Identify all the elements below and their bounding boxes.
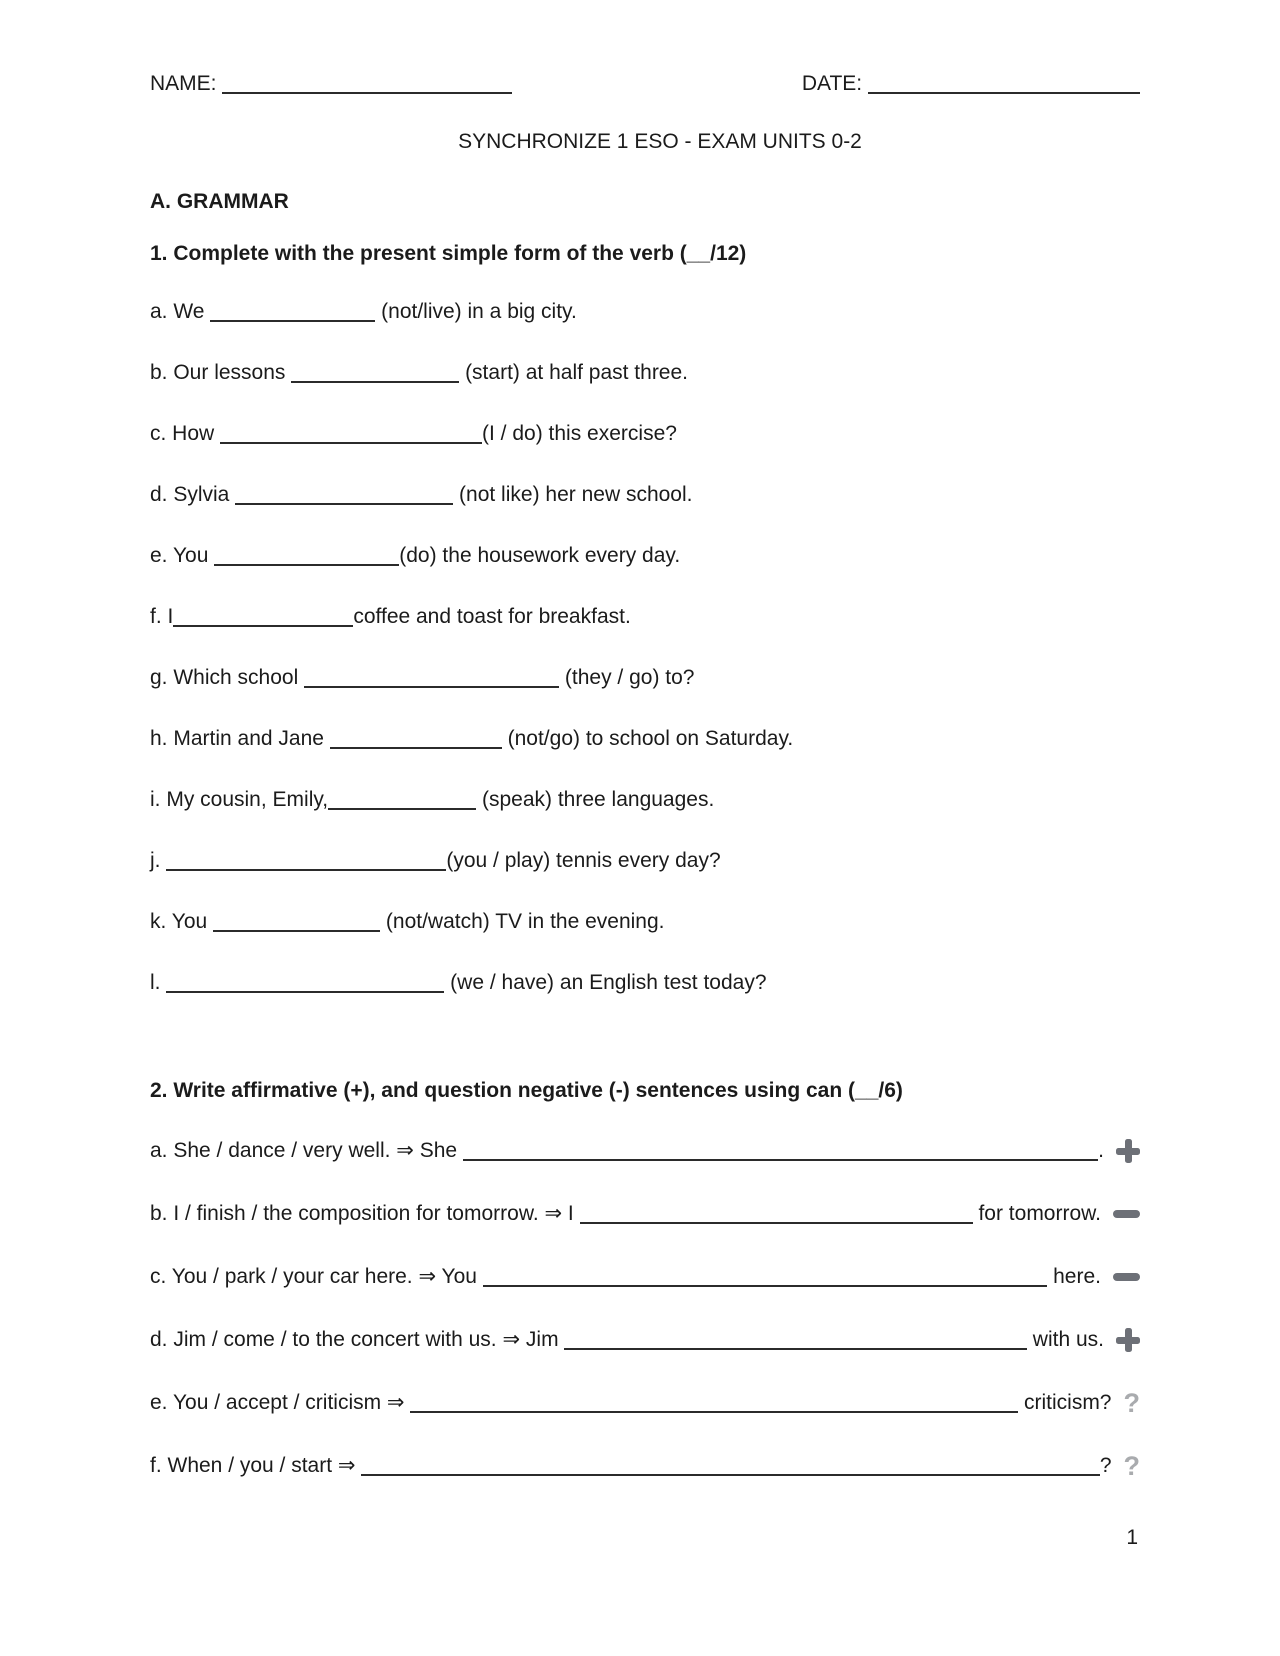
q1-item-f-lead: f. I — [150, 605, 174, 628]
q2-item-f-lead: f. When / you / start ⇒ — [150, 1454, 362, 1477]
q1-item-i — [150, 786, 1140, 814]
answer-blank — [483, 1285, 1047, 1287]
answer-blank — [173, 625, 353, 627]
answer-blank — [410, 1411, 1018, 1413]
q2-item-a-lead: a. She / dance / very well. ⇒ She — [150, 1139, 463, 1162]
q1-item-l-tail: (we / have) an English test today? — [444, 971, 767, 994]
q1-item-c-lead: c. How — [150, 422, 221, 445]
q1-item-j-lead: j. — [150, 849, 167, 872]
name-field-group — [150, 70, 512, 98]
answer-blank — [291, 381, 459, 383]
q2-item-c-tail: here. — [1047, 1265, 1101, 1288]
q1-item-e — [150, 542, 1140, 570]
q1-item-j — [150, 847, 1140, 875]
minus-icon — [1113, 1202, 1140, 1226]
answer-blank — [213, 930, 380, 932]
date-label: DATE: — [801, 72, 863, 95]
q2-item-d-tail: with us. — [1026, 1328, 1104, 1351]
question-icon: ? — [1123, 1388, 1140, 1418]
answer-blank — [361, 1474, 1099, 1476]
q2-item-b-lead: b. I / finish / the composition for tomorrow. ⇒ I — [150, 1202, 580, 1225]
answer-blank — [304, 686, 559, 688]
question1-items — [150, 298, 1140, 997]
q2-item-e-lead: e. You / accept / criticism ⇒ — [150, 1391, 411, 1414]
q1-item-b — [150, 359, 1140, 387]
question2-heading: 2. Write affirmative (+), and question negative (-) sentences using can (__/6) — [150, 1079, 903, 1102]
q1-item-b-tail: (start) at half past three. — [459, 361, 688, 384]
q2-item-f-tail: ? — [1099, 1454, 1112, 1477]
q1-item-a-tail: (not/live) in a big city. — [375, 300, 577, 323]
q1-item-d-lead: d. Sylvia — [150, 483, 236, 506]
q1-item-a-lead: a. We — [150, 300, 211, 323]
q1-item-i-tail: (speak) three languages. — [476, 788, 715, 811]
q1-item-k-lead: k. You — [150, 910, 214, 933]
q2-item-a-tail: . — [1098, 1139, 1104, 1162]
answer-blank — [210, 320, 375, 322]
answer-blank — [166, 991, 444, 993]
q1-item-d — [150, 481, 1140, 509]
name-label: NAME: — [150, 72, 217, 95]
q2-item-c — [150, 1263, 1140, 1291]
answer-blank — [214, 564, 399, 566]
q2-item-d — [150, 1326, 1140, 1354]
answer-blank — [166, 869, 446, 871]
header — [150, 70, 1140, 98]
date-field-group — [802, 70, 1140, 98]
plus-icon — [1116, 1328, 1140, 1352]
question2-items — [150, 1137, 1140, 1480]
answer-blank — [580, 1222, 973, 1224]
q2-item-b — [150, 1200, 1140, 1228]
q1-item-h-tail: (not/go) to school on Saturday. — [501, 727, 794, 750]
q1-item-h — [150, 725, 1140, 753]
document-title: SYNCHRONIZE 1 ESO - EXAM UNITS 0-2 — [458, 130, 862, 153]
plus-icon — [1116, 1139, 1140, 1163]
q1-item-h-lead: h. Martin and Jane — [150, 727, 330, 750]
q1-item-l — [150, 969, 1140, 997]
q1-item-k-tail: (not/watch) TV in the evening. — [380, 910, 665, 933]
q2-item-c-lead: c. You / park / your car here. ⇒ You — [150, 1265, 483, 1288]
answer-blank — [564, 1348, 1027, 1350]
q1-item-j-tail: (you / play) tennis every day? — [446, 849, 721, 872]
answer-blank — [235, 503, 453, 505]
q2-item-f — [150, 1452, 1140, 1480]
q1-item-c — [150, 420, 1140, 448]
answer-blank — [330, 747, 502, 749]
q2-item-e — [150, 1389, 1140, 1417]
q1-item-d-tail: (not like) her new school. — [453, 483, 693, 506]
date-blank-line — [868, 92, 1140, 94]
q1-item-i-lead: i. My cousin, Emily, — [150, 788, 329, 811]
question-icon: ? — [1123, 1451, 1140, 1481]
answer-blank — [220, 442, 482, 444]
answer-blank — [328, 808, 476, 810]
q1-item-f — [150, 603, 1140, 631]
answer-blank — [463, 1159, 1098, 1161]
q1-item-f-tail: coffee and toast for breakfast. — [353, 605, 631, 628]
q2-item-e-tail: criticism? — [1018, 1391, 1112, 1414]
q1-item-k — [150, 908, 1140, 936]
q2-item-b-tail: for tomorrow. — [972, 1202, 1101, 1225]
q2-item-a — [150, 1137, 1140, 1165]
q1-item-e-tail: (do) the housework every day. — [399, 544, 681, 567]
question1-heading: 1. Complete with the present simple form of the verb (__/12) — [150, 242, 747, 265]
q1-item-a — [150, 298, 1140, 326]
q1-item-e-lead: e. You — [150, 544, 215, 567]
q2-item-d-lead: d. Jim / come / to the concert with us. ⇒ Jim — [150, 1328, 565, 1351]
q1-item-g-lead: g. Which school — [150, 666, 305, 689]
q1-item-g-tail: (they / go) to? — [559, 666, 695, 689]
page-number: 1 — [1126, 1526, 1138, 1549]
minus-icon — [1113, 1265, 1140, 1289]
q1-item-b-lead: b. Our lessons — [150, 361, 292, 384]
section-a-heading: A. GRAMMAR — [150, 190, 289, 213]
q1-item-c-tail: (I / do) this exercise? — [482, 422, 677, 445]
name-blank-line — [222, 92, 512, 94]
q1-item-g — [150, 664, 1140, 692]
q1-item-l-lead: l. — [150, 971, 167, 994]
